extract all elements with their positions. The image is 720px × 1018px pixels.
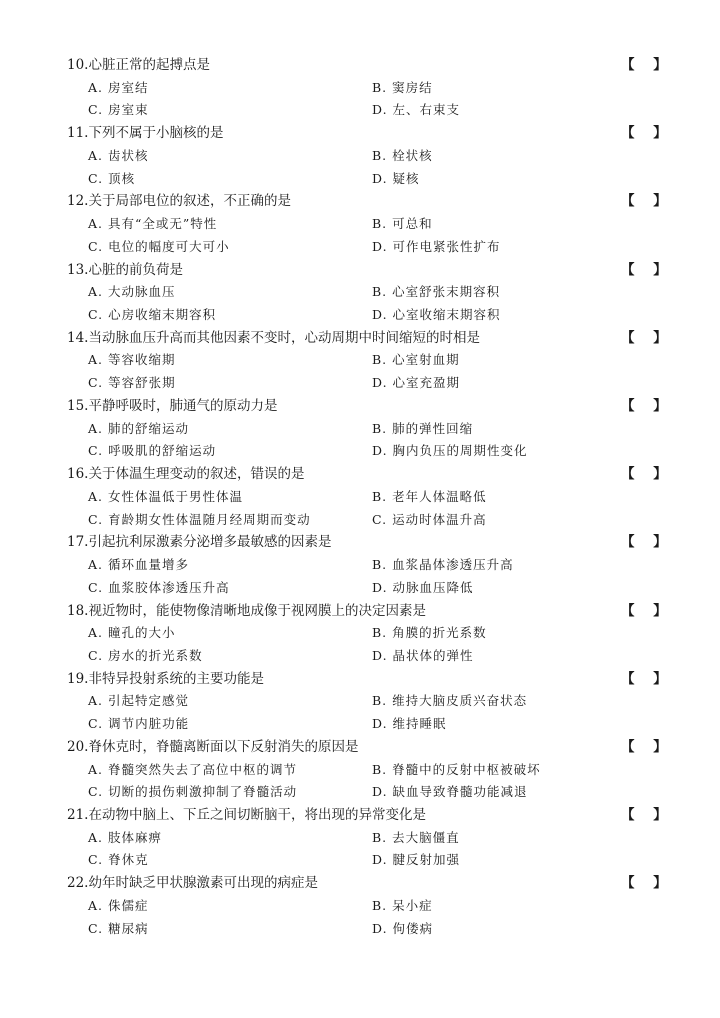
answer-bracket: 【 】 bbox=[621, 261, 667, 278]
answer-bracket: 【 】 bbox=[621, 875, 667, 892]
answer-bracket: 【 】 bbox=[621, 807, 667, 824]
option-a: A. 房室结 bbox=[88, 79, 149, 95]
option-a: A. 齿状核 bbox=[88, 147, 149, 163]
option-b: B. 栓状核 bbox=[372, 147, 433, 163]
question-21 bbox=[0, 805, 720, 873]
question-19 bbox=[0, 669, 720, 737]
option-d: D. 心室收缩末期容积 bbox=[372, 306, 501, 322]
answer-bracket: 【 】 bbox=[621, 534, 667, 551]
option-d: D. 胸内负压的周期性变化 bbox=[372, 443, 528, 459]
option-b: B. 肺的弹性回缩 bbox=[372, 420, 474, 436]
question-15 bbox=[0, 396, 720, 464]
option-a: A. 侏儒症 bbox=[88, 897, 149, 913]
question-stem: 20.脊休克时，脊髓离断面以下反射消失的原因是 bbox=[67, 738, 359, 755]
answer-bracket: 【 】 bbox=[621, 193, 667, 210]
option-a: A. 循环血量增多 bbox=[88, 557, 189, 572]
option-a: A. 引起特定感觉 bbox=[88, 693, 189, 709]
question-18 bbox=[0, 601, 720, 669]
option-d: C. 运动时体温升高 bbox=[372, 511, 487, 527]
question-stem: 14.当动脉血压升高而其他因素不变时，心动周期中时间缩短的时相是 bbox=[67, 329, 480, 346]
option-d: D. 维持睡眠 bbox=[372, 716, 447, 732]
option-a: A. 肺的舒缩运动 bbox=[88, 420, 189, 436]
option-d: D. 动脉血压降低 bbox=[372, 579, 474, 595]
option-d: D. 左、右束支 bbox=[372, 102, 461, 118]
option-b: B. 可总和 bbox=[372, 216, 433, 232]
option-b: B. 角膜的折光系数 bbox=[372, 625, 487, 641]
question-stem: 15.平静呼吸时，肺通气的原动力是 bbox=[67, 397, 278, 414]
option-d: D. 腱反射加强 bbox=[372, 852, 461, 868]
option-c: C. 切断的损伤刺激抑制了脊髓活动 bbox=[88, 784, 298, 800]
option-a: A. 瞳孔的大小 bbox=[88, 625, 176, 641]
option-d: D. 可作电紧张性扩布 bbox=[372, 238, 501, 254]
question-stem: 12.关于局部电位的叙述，不正确的是 bbox=[67, 193, 291, 210]
question-12 bbox=[0, 191, 720, 259]
question-stem: 18.视近物时，能使物像清晰地成像于视网膜上的决定因素是 bbox=[67, 602, 426, 619]
option-a: A. 脊髓突然失去了高位中枢的调节 bbox=[88, 761, 297, 777]
question-stem: 22.幼年时缺乏甲状腺激素可出现的病症是 bbox=[67, 875, 318, 892]
question-10 bbox=[0, 55, 720, 123]
option-c: C. 调节内脏功能 bbox=[88, 716, 190, 732]
option-d: D. 心室充盈期 bbox=[372, 375, 461, 391]
answer-bracket: 【 】 bbox=[621, 329, 667, 346]
question-stem: 17.引起抗利尿激素分泌增多最敏感的因素是 bbox=[67, 534, 332, 551]
option-d: D. 缺血导致脊髓功能减退 bbox=[372, 784, 528, 800]
option-a: A. 等容收缩期 bbox=[88, 352, 176, 368]
question-20 bbox=[0, 737, 720, 805]
answer-bracket: 【 】 bbox=[621, 602, 667, 619]
option-c: C. 顶核 bbox=[88, 170, 136, 186]
option-b: B. 呆小症 bbox=[372, 897, 433, 913]
option-a: A. 女性体温低于男性体温 bbox=[88, 488, 243, 504]
option-b: B. 血浆晶体渗透压升高 bbox=[372, 557, 514, 572]
option-c: C. 呼吸肌的舒缩运动 bbox=[88, 443, 217, 459]
answer-bracket: 【 】 bbox=[621, 738, 667, 755]
option-b: B. 窦房结 bbox=[372, 79, 433, 95]
option-a: A. 肢体麻痹 bbox=[88, 829, 162, 845]
option-d: D. 晶状体的弹性 bbox=[372, 647, 474, 663]
option-c: C. 电位的幅度可大可小 bbox=[88, 238, 230, 254]
option-b: B. 心室射血期 bbox=[372, 352, 460, 368]
option-c: C. 心房收缩末期容积 bbox=[88, 306, 217, 322]
option-a: A. 大动脉血压 bbox=[88, 284, 176, 300]
option-c: C. 育龄期女性体温随月经周期而变动 bbox=[88, 511, 311, 527]
question-11 bbox=[0, 123, 720, 191]
question-16 bbox=[0, 464, 720, 532]
option-c: C. 血浆胶体渗透压升高 bbox=[88, 579, 230, 595]
option-c: C. 脊休克 bbox=[88, 852, 149, 868]
answer-bracket: 【 】 bbox=[621, 125, 667, 142]
option-b: B. 去大脑僵直 bbox=[372, 829, 460, 845]
question-stem: 21.在动物中脑上、下丘之间切断脑干，将出现的异常变化是 bbox=[67, 807, 426, 824]
option-c: C. 等容舒张期 bbox=[88, 375, 176, 391]
question-stem: 13.心脏的前负荷是 bbox=[67, 261, 183, 278]
option-b: B. 脊髓中的反射中枢被破坏 bbox=[372, 761, 541, 777]
option-c: C. 房水的折光系数 bbox=[88, 647, 203, 663]
question-22 bbox=[0, 873, 720, 941]
option-b: B. 心室舒张末期容积 bbox=[372, 284, 501, 300]
question-stem: 11.下列不属于小脑核的是 bbox=[67, 125, 224, 142]
option-c: C. 糖尿病 bbox=[88, 920, 149, 936]
answer-bracket: 【 】 bbox=[621, 466, 667, 483]
question-stem: 19.非特异投射系统的主要功能是 bbox=[67, 670, 264, 687]
question-14 bbox=[0, 328, 720, 396]
answer-bracket: 【 】 bbox=[621, 57, 667, 73]
question-stem: 10.心脏正常的起搏点是 bbox=[67, 57, 210, 73]
option-b: B. 老年人体温略低 bbox=[372, 488, 487, 504]
answer-bracket: 【 】 bbox=[621, 397, 667, 414]
question-stem: 16.关于体温生理变动的叙述，错误的是 bbox=[67, 466, 305, 483]
option-c: C. 房室束 bbox=[88, 102, 149, 118]
question-17 bbox=[0, 532, 720, 600]
option-b: B. 维持大脑皮质兴奋状态 bbox=[372, 693, 528, 709]
answer-bracket: 【 】 bbox=[621, 670, 667, 687]
question-13 bbox=[0, 260, 720, 328]
option-d: D. 疑核 bbox=[372, 170, 420, 186]
option-a: A. 具有“全或无”特性 bbox=[88, 216, 218, 232]
option-d: D. 佝偻病 bbox=[372, 920, 434, 936]
